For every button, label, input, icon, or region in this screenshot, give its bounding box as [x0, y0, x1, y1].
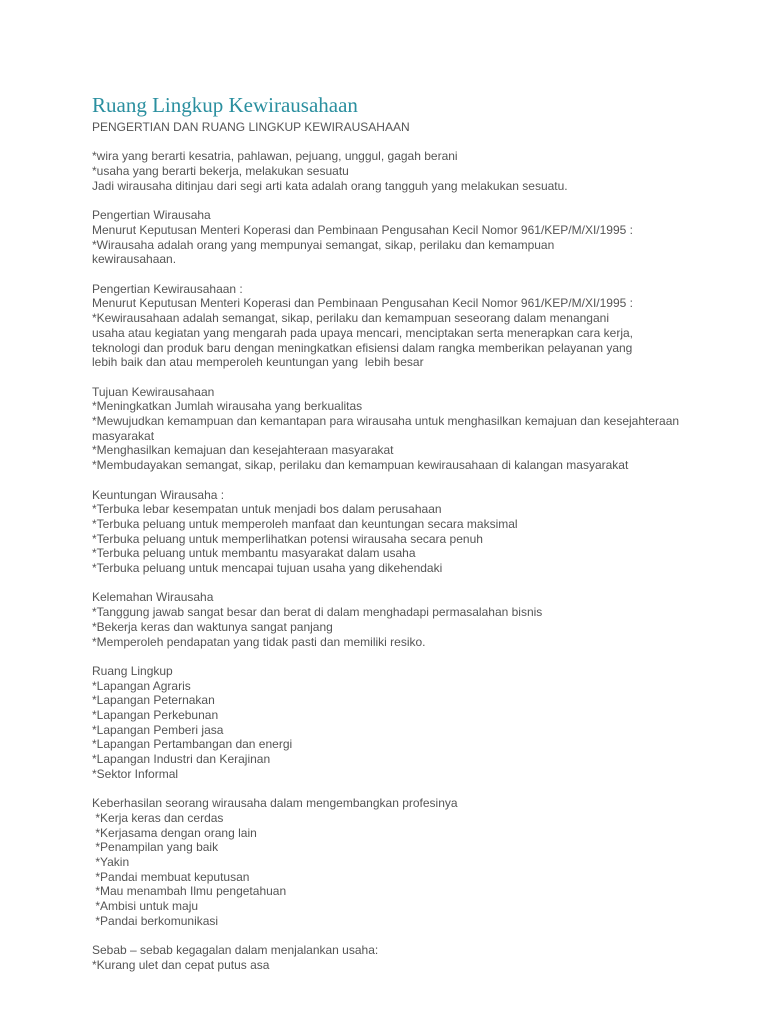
section-line: *Lapangan Pemberi jasa	[92, 722, 224, 737]
page-subtitle: PENGERTIAN DAN RUANG LINGKUP KEWIRAUSAHAAN	[92, 120, 410, 134]
section-line: Keberhasilan seorang wirausaha dalam mengembangkan profesinya	[92, 796, 458, 811]
section-line: *Menghasilkan kemajuan dan kesejahteraan masyarakat	[92, 443, 394, 458]
section-line: *Ambisi untuk maju	[92, 899, 199, 914]
section-line: *Lapangan Agraris	[92, 678, 191, 693]
section-line: *usaha yang berarti bekerja, melakukan sesuatu	[92, 164, 349, 179]
section-line: *Penampilan yang baik	[92, 840, 219, 855]
section-line: *Kewirausahaan adalah semangat, sikap, perilaku dan kemampuan seseorang dalam menangani	[92, 311, 609, 326]
section-line: *Pandai berkomunikasi	[92, 913, 219, 928]
section-line: *Membudayakan semangat, sikap, perilaku dan kemampuan kewirausahaan di kalangan masyarakat	[92, 458, 629, 473]
section-line: Pengertian Wirausaha	[92, 208, 211, 223]
document-section	[92, 149, 692, 193]
document-section	[92, 590, 692, 649]
section-line: Menurut Keputusan Menteri Koperasi dan Pembinaan Pengusahan Kecil Nomor 961/KEP/M/XI/1995 :	[92, 296, 633, 311]
document-section	[92, 796, 692, 928]
section-line: *Kurang ulet dan cepat putus asa	[92, 957, 270, 972]
section-line: *Terbuka lebar kesempatan untuk menjadi bos dalam perusahaan	[92, 502, 442, 517]
section-line: *Sektor Informal	[92, 766, 179, 781]
document-section	[92, 282, 692, 370]
section-line: *Lapangan Peternakan	[92, 693, 215, 708]
document-body	[92, 149, 692, 972]
section-line: *Pandai membuat keputusan	[92, 869, 250, 884]
document-section	[92, 488, 692, 576]
section-line: *Wirausaha adalah orang yang mempunyai semangat, sikap, perilaku dan kemampuan	[92, 237, 555, 252]
section-line: *Yakin	[92, 855, 130, 870]
section-line: *Meningkatkan Jumlah wirausaha yang berkualitas	[92, 399, 363, 414]
section-line: *Terbuka peluang untuk mencapai tujuan usaha yang dikehendaki	[92, 561, 443, 576]
section-line: lebih baik dan atau memperoleh keuntungan yang lebih besar	[92, 355, 424, 370]
section-line: Sebab – sebab kegagalan dalam menjalankan usaha:	[92, 943, 379, 958]
section-line: *Terbuka peluang untuk membantu masyarakat dalam usaha	[92, 546, 416, 561]
section-line: *Lapangan Industri dan Kerajinan	[92, 752, 271, 767]
section-line: *Lapangan Pertambangan dan energi	[92, 737, 293, 752]
section-line: *Memperoleh pendapatan yang tidak pasti dan memiliki resiko.	[92, 634, 426, 649]
section-line: *Lapangan Perkebunan	[92, 708, 219, 723]
section-line: teknologi dan produk baru dengan meningkatkan efisiensi dalam rangka memberikan pelayanan yang	[92, 340, 633, 355]
section-line: usaha atau kegiatan yang mengarah pada upaya mencari, menciptakan serta menerapkan cara kerja,	[92, 325, 634, 340]
section-line: *Mewujudkan kemampuan dan kemantapan para wirausaha untuk menghasilkan kemajuan dan kesejahteraan masyarakat	[92, 414, 683, 443]
section-line: *Kerjasama dengan orang lain	[92, 825, 257, 840]
section-line: Ruang Lingkup	[92, 663, 173, 678]
document-section	[92, 385, 692, 473]
section-line: *Mau menambah Ilmu pengetahuan	[92, 884, 287, 899]
section-line: Menurut Keputusan Menteri Koperasi dan Pembinaan Pengusahan Kecil Nomor 961/KEP/M/XI/1995 :	[92, 222, 633, 237]
section-line: *Bekerja keras dan waktunya sangat panjang	[92, 619, 333, 634]
document-section	[92, 664, 692, 782]
section-line: Kelemahan Wirausaha	[92, 590, 214, 605]
section-line: *Terbuka peluang untuk memperoleh manfaat dan keuntungan secara maksimal	[92, 516, 518, 531]
section-line: kewirausahaan.	[92, 252, 177, 267]
section-line: Pengertian Kewirausahaan :	[92, 281, 243, 296]
section-line: *Terbuka peluang untuk memperlihatkan potensi wirausaha secara penuh	[92, 531, 483, 546]
section-line: *wira yang berarti kesatria, pahlawan, pejuang, unggul, gagah berani	[92, 149, 458, 164]
section-line: Keuntungan Wirausaha :	[92, 487, 225, 502]
section-line: *Kerja keras dan cerdas	[92, 810, 224, 825]
document-section	[92, 208, 692, 267]
document-page	[92, 92, 692, 987]
section-line: *Tanggung jawab sangat besar dan berat di dalam menghadapi permasalahan bisnis	[92, 605, 543, 620]
document-section	[92, 943, 692, 972]
section-line: Tujuan Kewirausahaan	[92, 384, 215, 399]
section-line: Jadi wirausaha ditinjau dari segi arti kata adalah orang tangguh yang melakukan sesuatu.	[92, 178, 568, 193]
page-title: Ruang Lingkup Kewirausahaan	[92, 93, 358, 117]
